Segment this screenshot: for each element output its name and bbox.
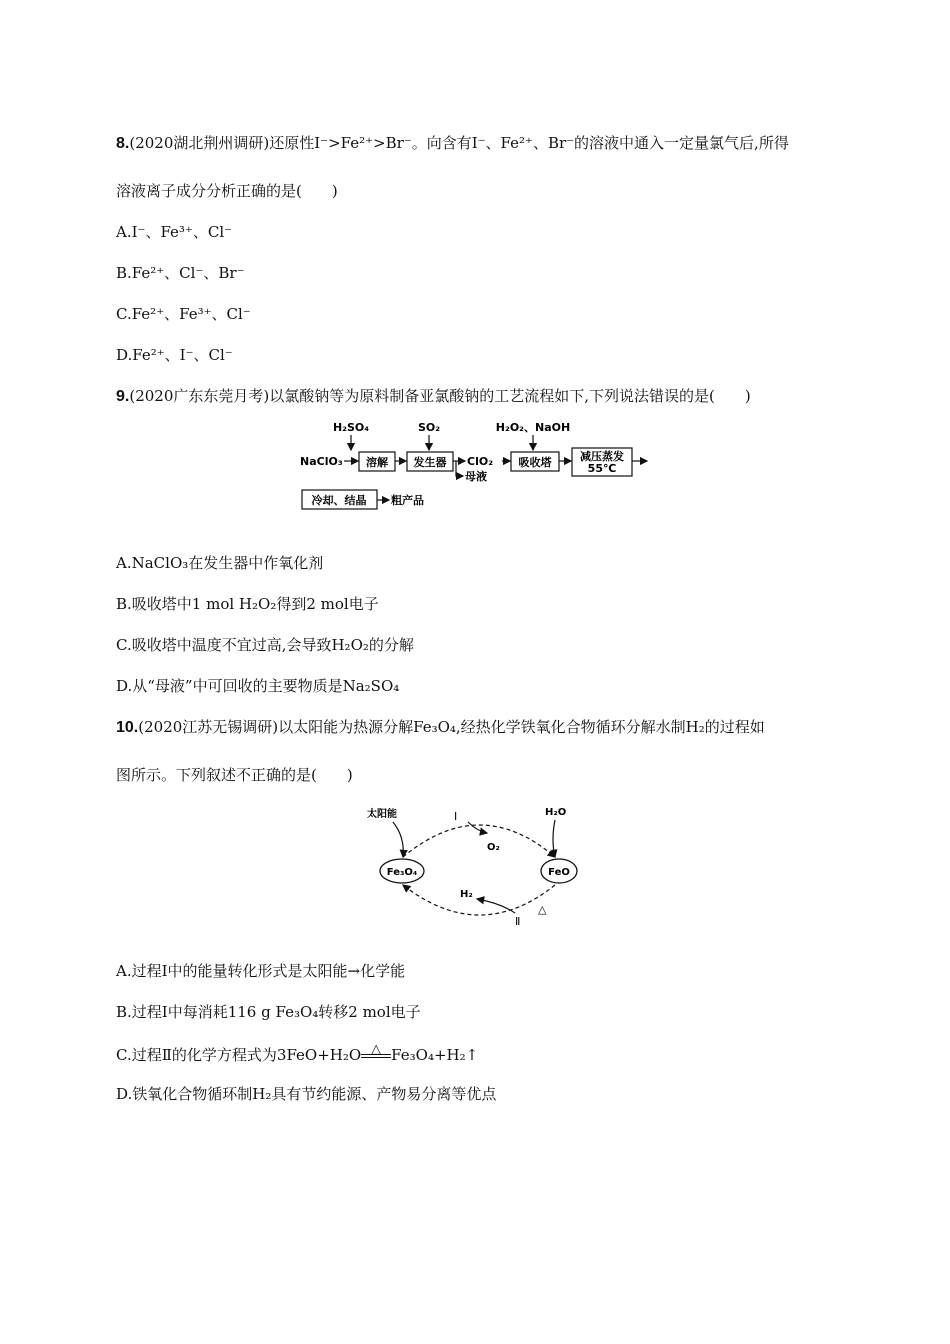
q10-option-a[interactable]: A.过程Ⅰ中的能量转化形式是太阳能→化学能 [116,962,406,980]
q8-option-a[interactable]: A.I⁻、Fe³⁺、Cl⁻ [116,223,233,241]
arrow-to-mother-liquor [456,461,463,476]
q9-option-a[interactable]: A.NaClO₃在发生器中作氧化剂 [116,554,324,572]
hydrogen-label: H₂ [460,889,473,900]
q8-stem-text: (2020湖北荆州调研)还原性I⁻>Fe²⁺>Br⁻。向含有I⁻、Fe²⁺、Br⁻的溶液中通入一定量氯气后,所得 [129,134,789,152]
oxygen-label: O₂ [487,842,500,853]
output-clo2-label: ClO₂ [467,455,494,468]
q10-option-c-suffix: Fe₃O₄+H₂↑ [391,1046,479,1064]
reagent-so2-label: SO₂ [417,421,441,434]
q9-option-d[interactable]: D.从“母液”中可回收的主要物质是Na₂SO₄ [116,677,400,695]
q9-stem-text: (2020广东东莞月考)以氯酸钠等为原料制备亚氯酸钠的工艺流程如下,下列说法错误的是( ) [129,387,751,405]
reagent-h2o2-naoh-label: H₂O₂、NaOH [495,421,571,434]
water-arrow [553,820,555,857]
q10-option-c[interactable] [116,1042,479,1065]
q8-stem-line2: 溶液离子成分分析正确的是( ) [116,182,338,200]
output-crude-label: 粗产品 [391,494,424,507]
reagent-h2so4-label: H₂SO₄ [332,421,370,434]
solar-arrow [393,822,403,857]
box-evaporate-label-line1: 减压蒸发 [580,450,624,463]
q10-stem-line2: 图所示。下列叙述不正确的是( ) [116,766,353,784]
q9-option-b[interactable]: B.吸收塔中1 mol H₂O₂得到2 mol电子 [116,595,379,613]
box-cool-crystallize-label: 冷却、结晶 [311,494,367,507]
feo-label: FeO [548,867,570,878]
step-i-label: Ⅰ [454,810,458,823]
box-absorber-label: 吸收塔 [518,456,552,469]
q8-option-b[interactable]: B.Fe²⁺、Cl⁻、Br⁻ [116,264,245,282]
box-dissolve-label: 溶解 [366,456,388,469]
q9-number: 9. [116,388,130,405]
box-generator-label: 发生器 [413,456,447,469]
q9-option-c[interactable]: C.吸收塔中温度不宜过高,会导致H₂O₂的分解 [116,636,414,654]
heat-condition-equals [361,1042,391,1065]
heat-condition-symbol: △ [371,1042,382,1057]
q10-option-c-prefix: C.过程Ⅱ的化学方程式为3FeO+H₂O [116,1046,362,1064]
oxygen-arrow [468,822,487,833]
heat-symbol: △ [538,903,547,916]
q8-stem-line1 [116,133,789,154]
input-naclo3-label: NaClO₃ [300,455,343,468]
q10-number: 10. [116,719,139,736]
water-label: H₂O [545,807,567,818]
q8-option-d[interactable]: D.Fe²⁺、I⁻、Cl⁻ [116,346,233,364]
q10-stem-text: (2020江苏无锡调研)以太阳能为热源分解Fe₃O₄,经热化学铁氧化合物循环分解水制H₂的过程如 [138,718,765,736]
step-ii-label: Ⅱ [515,915,521,928]
q10-stem-line1 [116,717,765,738]
output-mother-liquor-label: 母液 [465,470,487,483]
q8-option-c[interactable]: C.Fe²⁺、Fe³⁺、Cl⁻ [116,305,251,323]
process-flow-diagram [295,415,665,515]
box-evaporate-label-line2: 55℃ [587,462,617,475]
q10-option-b[interactable]: B.过程Ⅰ中每消耗116 g Fe₃O₄转移2 mol电子 [116,1003,421,1021]
iron-oxide-cycle-diagram [365,795,600,930]
solar-energy-label: 太阳能 [367,809,397,820]
q10-option-d[interactable]: D.铁氧化合物循环制H₂具有节约能源、产物易分离等优点 [116,1085,497,1103]
q8-number: 8. [116,135,130,152]
process-ii-dashed-arc [403,885,555,915]
fe3o4-label: Fe₃O₄ [386,867,418,878]
q9-stem [116,386,751,407]
